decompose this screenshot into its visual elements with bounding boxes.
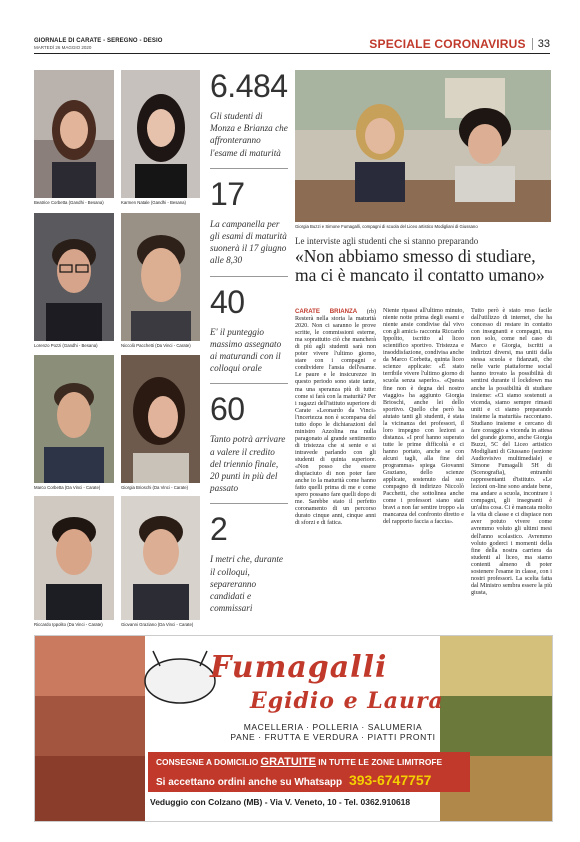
stat-text: I metri che, durante il colloqui, separeranno candidati e commissari: [210, 554, 283, 614]
main-photo: [295, 70, 551, 222]
ad-free-label: GRATUITE: [260, 756, 316, 768]
stat-text: Gli studenti di Monza e Brianza che affronteranno l'esame di maturità: [210, 111, 288, 158]
ad-whatsapp-text: Si accettano ordini anche su Whatsapp: [156, 777, 343, 788]
article-kicker: Le interviste agli studenti che si stanno preparando: [295, 236, 479, 246]
portrait-caption: Riccardo Ippolito (Da Vinci - Carate): [34, 622, 103, 627]
stat-block: [210, 283, 288, 375]
stat-block: [210, 393, 288, 494]
portrait-caption: Marco Corbetta (Da Vinci - Carate): [34, 485, 101, 490]
stat-number: 17: [210, 175, 245, 212]
ad-delivery-suffix: IN TUTTE LE ZONE LIMITROFE: [318, 757, 443, 767]
stat-block: [210, 175, 288, 267]
stat-block: [210, 513, 288, 614]
ad-delivery-band: [148, 752, 470, 792]
ad-categories: [213, 722, 453, 742]
ad-categories-line: PANE · FRUTTA E VERDURA · PIATTI PRONTI: [230, 732, 436, 742]
portrait-caption: Niccolò Pacchetti (Da Vinci - Carate): [121, 343, 191, 348]
issue-date: MARTEDÌ 26 MAGGIO 2020: [34, 45, 92, 50]
stat-text: E' il punteggio massimo assegnato ai maturandi con il colloqui orale: [210, 326, 282, 374]
stat-number: 60: [210, 391, 245, 428]
section-header: [369, 37, 550, 51]
portrait-photo: [121, 70, 200, 198]
ad-phone-number: 393-6747757: [348, 772, 432, 788]
stat-text: Tanto potrà arrivare a valere il credito del triennio finale, 20 punti in più del passato: [210, 434, 286, 494]
stat-divider: [210, 503, 288, 504]
stat-divider: [210, 168, 288, 169]
stats-column: [210, 70, 288, 614]
main-photo-caption: Giorgia Buzzi e Simone Fumagalli, compagni di scuola del Liceo artistico Modigliani di Giussano: [295, 224, 478, 229]
ad-brand-subtitle: Egidio e Laura: [250, 688, 444, 714]
ad-brand-name: Fumagalli: [210, 650, 388, 685]
portrait-photo: [34, 70, 114, 198]
ad-address: Veduggio con Colzano (MB) - Via V. Veneto, 10 - Tel. 0362.910618: [150, 797, 411, 807]
article-headline: «Non abbiamo smesso di studiare, ma ci è mancato il contatto umano»: [295, 246, 545, 285]
portrait-caption: Lorenzo Pozzi (Gandhi - Besana): [34, 343, 98, 348]
stat-number: 2: [210, 511, 228, 548]
stat-number: 6.484: [210, 68, 288, 104]
newspaper-name: GIORNALE DI CARATE - SEREGNO - DESIO: [34, 38, 163, 44]
article-column-1: [295, 308, 376, 527]
section-title: SPECIALE CORONAVIRUS: [369, 37, 526, 51]
portrait-photo: [121, 496, 200, 620]
portrait-photo: [121, 355, 200, 483]
article-column-3: Tutto però è stato reso facile dall'utilizzo di internet, che ha concesso di restare in contatto con insegnanti e compagni, ma non solo, come nel caso di Marco e Giorgia, iscritti a indirizzi diversi, ma uniti dalla stessa scuola e fidanzati, che nelle varie piattaforme social hanno trovato la possibilità di sentirsi durante il lockdown ma anche la possibilità di studiare insieme: «Ci siamo sostenuti a vicenda, siamo sempre rimasti uniti e ci siamo preparando insieme la maturità» raccontano. Studiano insieme e cercano di fare coraggio a vicenda in attesa del grande giorno, anche Giorgia Buzzi, 5C del Liceo artistico Modigliani di Giussano (sezione Audiovisivo multimediale) e Simone Fumagalli 5H di (Scenografia), entrambi rappresentanti d'istituto. «Le lezioni on-line sono andate bene, ma andare a scuola, incontrare i compagni, gli insegnanti è un'altra cosa. Ci è mancata molto la vita di classe e ci dispiace non aver potuto vivere come avremmo voluto gli ultimi mesi dell'anno scolastico. Avremmo voluto goderci i momenti della fine della nostra carriera da studenti al liceo, ma siamo contenti almeno di poter sostenere l'esame in classe, con i nostri professori. La scelta fatta dal Ministro sembra essere la più giusta,: [471, 308, 552, 596]
portrait-photo: [34, 213, 114, 341]
stat-divider: [210, 276, 288, 277]
portrait-caption: Beatrice Corbetta (Gandhi - Besana): [34, 200, 104, 205]
portrait-caption: Karmen Natale (Gandhi - Besana): [121, 200, 186, 205]
masthead: [34, 38, 163, 50]
portrait-caption: Giovanni Graziano (Da Vinci - Carate): [121, 622, 194, 627]
ad-delivery-prefix: CONSEGNE A DOMICILIO: [156, 757, 259, 767]
page-number: 33: [532, 38, 550, 50]
article-lead: CARATE BRIANZA: [295, 308, 358, 315]
stat-block: [210, 70, 288, 159]
stat-text: La campanella per gli esami di maturità suonerà il 17 giugno alle 8,30: [210, 218, 287, 266]
stat-number: 40: [210, 283, 245, 320]
ad-categories-line: MACELLERIA · POLLERIA · SALUMERIA: [243, 722, 423, 732]
portrait-photo: [34, 496, 114, 620]
article-text: (rb) Resterà nella storia la maturità 2020. Non ci saranno le prove scritte, le commissioni esterne, ma soprattutto ciò che mancherà di più agli studenti sarà non poter vivere l'ultimo giorno, stare con i compagni e condividere l'ansia dell'esame. Le paure e le insicurezze in questo periodo sono state tante, ma una speranza più di tutte: come si farà con la maturità? Per i ragazzi dell'istituto superiore di Carate «Leonardo da Vinci» l'incertezza non è scomparsa del tutto dopo le dichiarazioni del ministro Azzolina ma nulla paragonato al grande sentimento di tristezza che si sente e si intravede parlando con gli studenti di quinta superiore. «Non posso che essere dispiaciuto di non poter fare anche io la maturità come hanno fatto quelli prima di me e come spero possano fare quelli dopo di me. Sarebbe stato il perfetto coronamento di un percorso durato cinque anni, cinque anni di sforzi e di fatica.: [295, 309, 376, 527]
ad-whatsapp-line: [156, 772, 431, 788]
portrait-photo: [121, 213, 200, 341]
portrait-photo: [34, 355, 114, 483]
ad-delivery-line: [156, 756, 442, 768]
article-column-2: Niente ripassi all'ultimo minuto, niente notte prima degli esami e niente ansie condivise dal vivo con gli amici» racconta Riccardo Ippolito, iscritto al liceo scientifico sportivo. Tristezza e insoddisfazione, condivisa anche da Marco Corbetta, quinta liceo scienze applicate: «É stato terribile vivere l'ultimo giorno di scuola senza saperlo». «Questa fine non è degna del nostro viaggio» ha aggiunto Giorgia Brioschi, anche lei dello sportivo. Quello che però ha aiutato tanti gli studenti, è stata la vicinanza dei professori, il loro impegno con lezioni a distanza. «I prof hanno superato tutte le prime difficoltà e ci hanno portato, anche se con alcuni tagli, alla fine del programma» spiega Giovanni Graziano, dello scienze applicate, sostenuto dal suo compagno di indirizzo Niccolò Pacchetti, che sottolinea anche come i professori siano stati bravi a non far sentire troppo «la mancanza del confronto diretto e del rapporto faccia a faccia».: [383, 308, 464, 526]
header-rule: [34, 53, 550, 54]
stat-divider: [210, 383, 288, 384]
portrait-caption: Giorgia Brioschi (Da Vinci - Carate): [121, 485, 189, 490]
